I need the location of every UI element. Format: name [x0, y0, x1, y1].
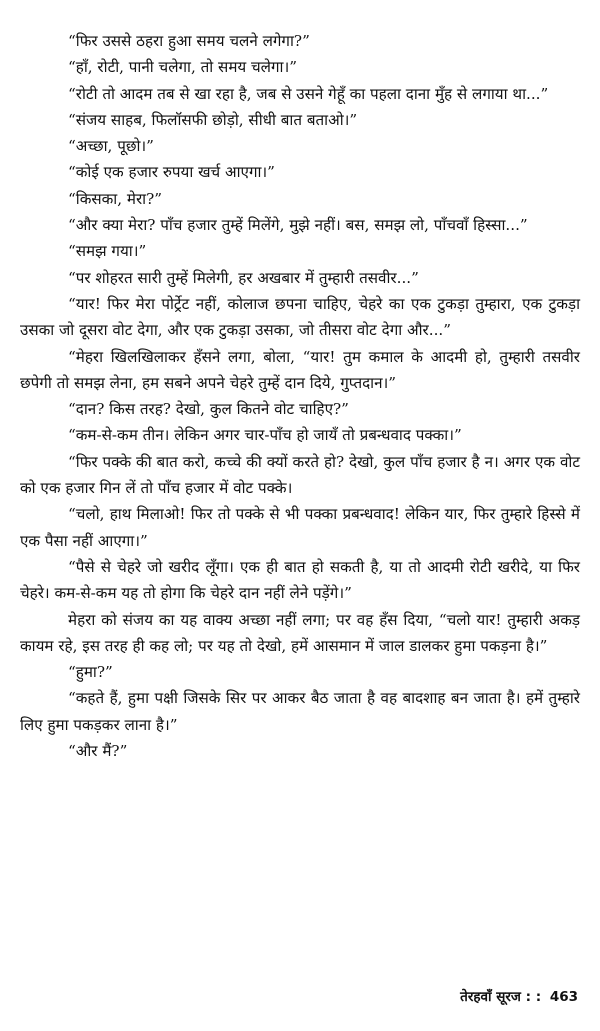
paragraph: “रोटी तो आदम तब से खा रहा है, जब से उसने गेहूँ का पहला दाना मुँह से लगाया था...” [68, 84, 549, 103]
paragraph: “संजय साहब, फिलॉसफी छोड़ो, सीधी बात बताओ।” [68, 110, 358, 129]
paragraph: “अच्छा, पूछो।” [68, 137, 154, 156]
page-number: 463 [549, 989, 578, 1005]
paragraph: “कम-से-कम तीन। लेकिन अगर चार-पाँच हो जायँ तो प्रबन्धवाद पक्का।” [68, 426, 462, 445]
paragraph: “किसका, मेरा?” [68, 189, 163, 208]
paragraph: “दान? किस तरह? देखो, कुल कितने वोट चाहिए?” [68, 400, 349, 419]
paragraph: “फिर उससे ठहरा हुआ समय चलने लगेगा?” [68, 32, 310, 50]
paragraph: “हुमा?” [68, 663, 113, 682]
book-title: तेरहवाँ सूरज : : [460, 989, 542, 1005]
body-text [20, 28, 580, 764]
paragraph: “पैसे से चेहरे जो खरीद लूँगा। एक ही बात हो सकती है, या तो आदमी रोटी खरीदे, या फिर चेहरे। कम-से-कम यह तो होगा कि चेहरे दान नहीं लेने पड़ेंगे।” [20, 557, 580, 603]
paragraph: मेहरा को संजय का यह वाक्य अच्छा नहीं लगा; पर वह हँस दिया, “चलो यार! तुम्हारी अकड़ कायम रहे, इस तरह ही कह लो; पर यह तो देखो, हमें आसमान में जाल डालकर हुमा पकड़ना है।” [20, 610, 580, 655]
paragraph: “और क्या मेरा? पाँच हजार तुम्हें मिलेंगे, मुझे नहीं। बस, समझ लो, पाँचवाँ हिस्सा...” [68, 216, 528, 235]
paragraph: “फिर पक्के की बात करो, कच्चे की क्यों करते हो? देखो, कुल पाँच हजार है न। अगर एक वोट को एक हजार गिन लें तो पाँच हजार में वोट पक्के। [20, 452, 580, 498]
paragraph: “पर शोहरत सारी तुम्हें मिलेगी, हर अखबार में तुम्हारी तसवीर...” [68, 268, 419, 287]
paragraph: “और मैं?” [68, 742, 128, 761]
paragraph: “हाँ, रोटी, पानी चलेगा, तो समय चलेगा।” [68, 58, 297, 77]
paragraph: “कहते हैं, हुमा पक्षी जिसके सिर पर आकर बैठ जाता है वह बादशाह बन जाता है। हमें तुम्हारे लिए हुमा पकड़कर लाना है।” [20, 689, 580, 734]
paragraph: “चलो, हाथ मिलाओ! फिर तो पक्के से भी पक्का प्रबन्धवाद! लेकिन यार, फिर तुम्हारे हिस्से में एक पैसा नहीं आएगा।” [20, 505, 580, 550]
paragraph: “कोई एक हजार रुपया खर्च आएगा।” [68, 163, 275, 182]
paragraph: “मेहरा खिलखिलाकर हँसने लगा, बोला, “यार! तुम कमाल के आदमी हो, तुम्हारी तसवीर छपेगी तो समझ लेना, हम सबने अपने चेहरे तुम्हें दान दिये, गुप्तदान।” [20, 347, 580, 392]
paragraph: “समझ गया।” [68, 242, 147, 261]
page-footer [460, 987, 578, 1005]
paragraph: “यार! फिर मेरा पोर्ट्रेट नहीं, कोलाज छपना चाहिए, चेहरे का एक टुकड़ा तुम्हारा, एक टुकड़ा उसका जो दूसरा वोट देगा, और एक टुकड़ा उसका, जो तीसरा वोट देगा और...” [20, 294, 580, 340]
